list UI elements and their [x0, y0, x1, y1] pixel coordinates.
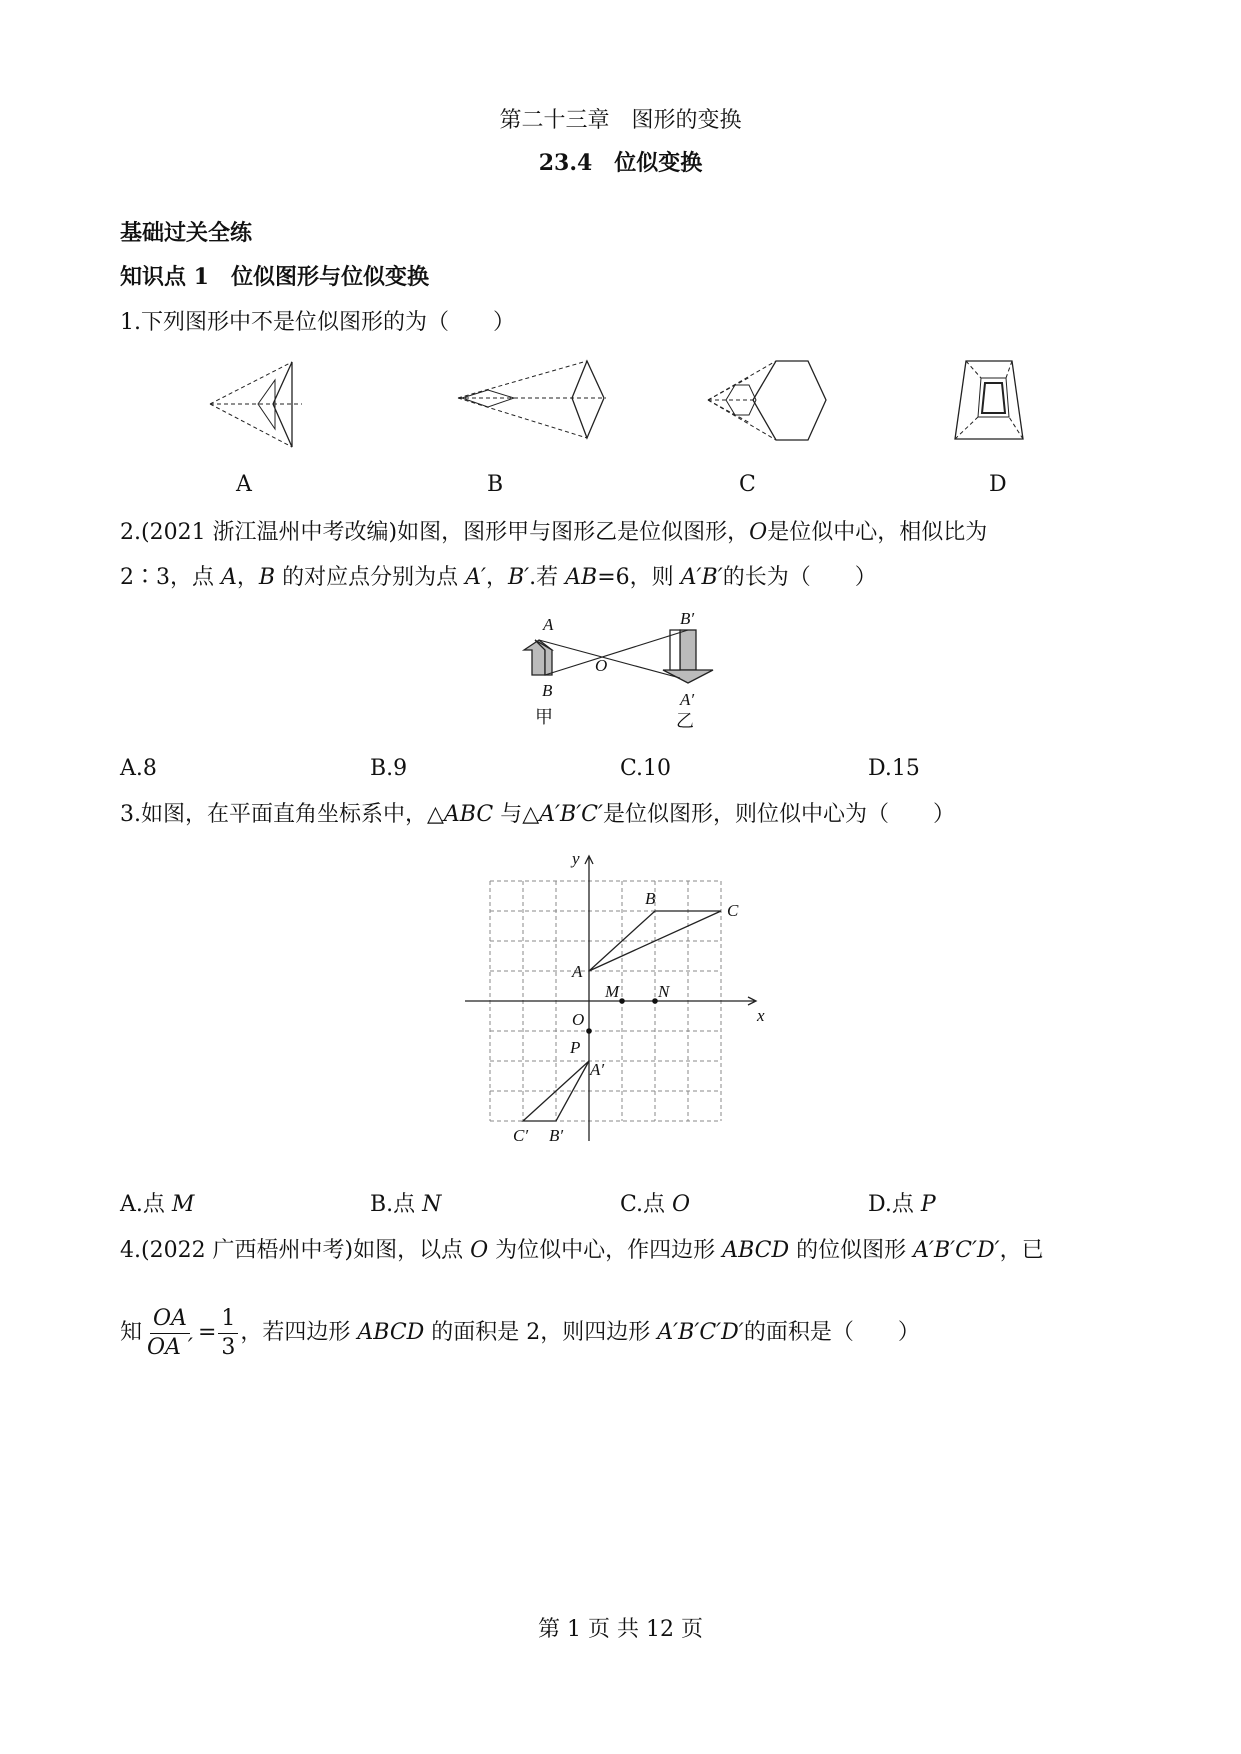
- label-jia: 甲: [535, 707, 553, 727]
- question-4-line-1: 4.(2022 广西梧州中考)如图，以点 O 为位似中心，作四边形 ABCD 的位似图形 A′B′C′D′，已: [120, 1238, 1044, 1263]
- label-a: A: [572, 962, 583, 981]
- question-2-option-a: A.8: [120, 756, 157, 781]
- label-yi: 乙: [676, 711, 694, 731]
- label-b-prime: B′: [680, 609, 695, 628]
- question-3-coordinate-grid: [455, 843, 785, 1153]
- figure-d: [955, 361, 1023, 439]
- question-3-text: 3.如图，在平面直角坐标系中，△ABC 与△A′B′C′是位似图形，则位似中心为（ ）: [120, 802, 956, 827]
- question-3-option-c: C.点 O: [620, 1192, 691, 1217]
- label-n: N: [658, 982, 670, 1001]
- fraction-one-third: $\frac{1}{3}$: [218, 1305, 238, 1362]
- page-footer: 第 1 页 共 12 页: [538, 1617, 703, 1642]
- question-2-option-b: B.9: [370, 756, 408, 781]
- section-title: 23.4 位似变换: [538, 150, 703, 176]
- fraction-oa-over-oa-prime: $\frac{OA}{OA '}$: [147, 1305, 193, 1360]
- option-label-d: D: [989, 472, 1007, 497]
- practice-heading: 基础过关全练: [120, 220, 253, 246]
- option-label-b: B: [487, 472, 504, 497]
- question-2-line-1: 2.(2021 浙江温州中考改编)如图，图形甲与图形乙是位似图形，O是位似中心，相似比为: [120, 520, 988, 545]
- label-b: B: [645, 889, 656, 908]
- question-1-figures: [0, 345, 1241, 455]
- question-4-line-2: 知 $\frac{OA}{OA '}$ = $\frac{1}{3}$ ，若四边形 ABCD 的面积是 2，则四边形 A′B′C′D′的面积是（ ）: [120, 1305, 920, 1360]
- label-a: A: [543, 615, 554, 634]
- question-1-text: 1.下列图形中不是位似图形的为（ ）: [120, 310, 515, 335]
- option-label-a: A: [236, 472, 252, 497]
- label-c-prime: C′: [513, 1126, 529, 1145]
- option-label-c: C: [739, 472, 756, 497]
- label-p: P: [570, 1038, 581, 1057]
- question-2-figure: [510, 605, 730, 735]
- question-3-option-a: A.点 M: [120, 1192, 195, 1217]
- question-3-option-b: B.点 N: [370, 1192, 442, 1217]
- figure-a: [210, 362, 302, 447]
- label-b-prime: B′: [549, 1126, 564, 1145]
- label-a-prime: A′: [590, 1060, 605, 1079]
- question-2-option-d: D.15: [868, 756, 920, 781]
- label-m: M: [605, 982, 620, 1001]
- figure-b: [458, 361, 606, 438]
- label-origin: O: [572, 1010, 585, 1029]
- axis-label-x: x: [757, 1006, 765, 1025]
- label-c: C: [727, 901, 739, 920]
- axis-label-y: y: [572, 849, 580, 868]
- label-a-prime: A′: [680, 690, 695, 709]
- label-o: O: [595, 656, 608, 675]
- figure-c: [708, 361, 826, 440]
- chapter-title: 第二十三章 图形的变换: [499, 108, 742, 133]
- knowledge-point-heading: 知识点 1 位似图形与位似变换: [120, 264, 429, 290]
- question-2-line-2: 2∶3，点 A，B 的对应点分别为点 A′，B′.若 AB=6，则 A′B′的长为（ ）: [120, 565, 877, 590]
- question-3-option-d: D.点 P: [868, 1192, 936, 1217]
- label-b: B: [542, 681, 553, 700]
- question-2-option-c: C.10: [620, 756, 672, 781]
